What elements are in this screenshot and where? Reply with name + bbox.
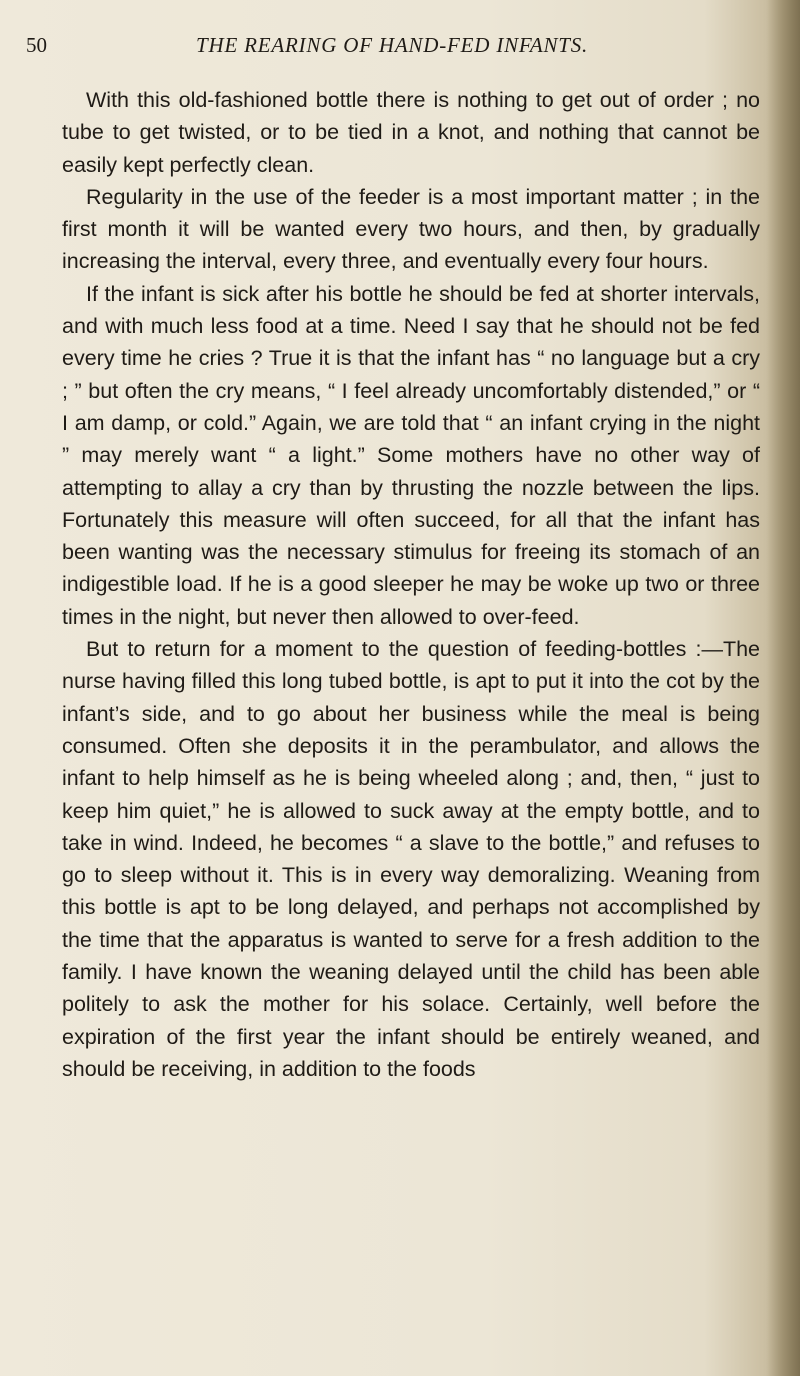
body-text — [62, 84, 760, 1085]
page-number: 50 — [26, 33, 47, 57]
running-head: THE REARING OF HAND-FED INFANTS. — [196, 33, 589, 57]
paragraph: Regularity in the use of the feeder is a most important matter ; in the first month it will be wanted every two hours, and then, by gradually increasing the interval, every three, and eventually every four hours. — [62, 184, 760, 274]
paragraph: But to return for a moment to the question of feeding-bottles :—The nurse having filled this long tubed bottle, is apt to put it into the cot by the infant’s side, and to go about her business while the meal is being consumed. Often she deposits it in the perambulator, and allows the infant to help himself as he is being wheeled along ; and, then, “ just to keep him quiet,” he is allowed to suck away at the empty bottle, and to take in wind. Indeed, he becomes “ a slave to the bottle,” and refuses to go to sleep without it. This is in every way demoralizing. Weaning from this bottle is apt to be long delayed, and perhaps not accomplished by the time that the apparatus is wanted to serve for a fresh addition to the family. I have known the weaning delayed until the child has been able politely to ask the mother for his solace. Certainly, well before the expiration of the first year the infant should be entirely weaned, and should be receiving, in addition to the foods — [62, 637, 760, 1081]
paragraph: With this old-fashioned bottle there is nothing to get out of order ; no tube to get twisted, or to be tied in a knot, and nothing that cannot be easily kept perfectly clean. — [62, 88, 760, 177]
page-edge-shadow — [766, 0, 800, 1376]
paragraph: If the infant is sick after his bottle he should be fed at shorter intervals, and with much less food at a time. Need I say that he should not be fed every time he cries ? True it is that the infant has “ no language but a cry ; ” but often the cry means, “ I feel already uncomfortably distended,” or “ I am damp, or cold.” Again, we are told that “ an infant crying in the night ” may merely want “ a light.” Some mothers have no other way of attempting to allay a cry than by thrusting the nozzle between the lips. Fortunately this measure will often succeed, for all that the infant has been wanting was the necessary stimulus for freeing its stomach of an indigestible load. If he is a good sleeper he may be woke up two or three times in the night, but never then allowed to over-feed. — [62, 281, 760, 629]
page-header — [26, 30, 746, 60]
